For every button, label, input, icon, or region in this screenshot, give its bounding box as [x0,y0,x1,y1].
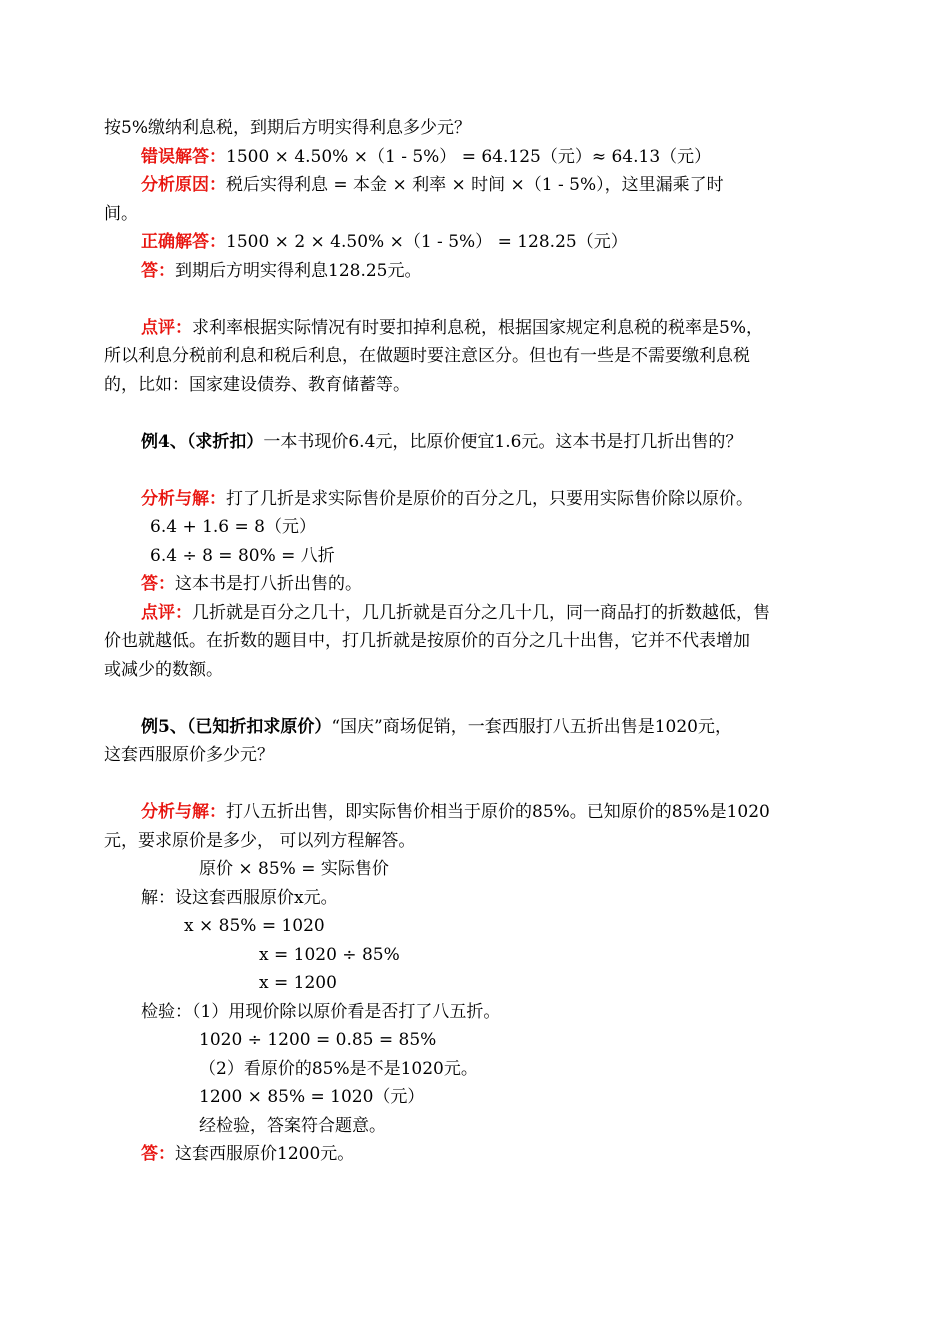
answer-label: 答： [141,1144,175,1164]
equation: 6.4 + 1.6 = 8（元） [150,517,316,537]
example-5-analysis [104,798,824,827]
check-step: 1020 ÷ 1200 = 0.85 = 85% [199,1030,437,1050]
answer-text: 这套西服原价1200元。 [175,1144,355,1164]
question-tail: 按5%缴纳利息税，到期后方明实得利息多少元？ [104,118,471,138]
wrong-answer-text: 1500 × 4.50% ×（1 - 5%） = 64.125（元）≈ 64.13（元） [226,146,712,167]
spacer [104,285,824,314]
example-5-question: “国庆”商场促销，一套西服打八五折出售是1020元， [331,716,732,737]
answer-text: 这本书是打八折出售的。 [175,574,362,594]
correct-answer [104,228,824,257]
analysis-label: 分析与解： [141,802,226,822]
document-page [104,114,824,1169]
comment-line: 的，比如：国家建设债券、教育储蓄等。 [104,374,410,395]
comment-line: 求利率根据实际情况有时要扣掉利息税，根据国家规定利息税的税率是5%， [192,317,763,338]
example-5-heading [104,713,824,742]
analysis-label: 分析与解： [141,488,226,509]
example-4-answer [104,570,824,599]
spacer [104,456,824,485]
example-4-comment [104,599,824,628]
solution-step: x = 1200 [259,973,337,993]
example-4-title: 例4、（求折扣） [141,431,264,452]
example-4-analysis [104,485,824,514]
error-cause [104,171,824,200]
final-answer-label: 答： [141,260,175,281]
check-step: 1200 × 85% = 1020（元） [199,1087,425,1107]
error-cause-label: 分析原因： [141,175,226,195]
example-5-title: 例5、（已知折扣求原价） [141,716,332,737]
wrong-answer-label: 错误解答： [141,146,226,167]
comment-line: 几折就是百分之几十，几几折就是百分之几十几，同一商品打的折数越低，售 [192,602,770,623]
solution-setup: 解：设这套西服原价x元。 [141,887,338,908]
example-4-heading [104,428,824,457]
answer-label: 答： [141,574,175,594]
spacer [104,770,824,799]
comment-label: 点评： [141,317,192,338]
error-cause-text: 税后实得利息 = 本金 × 利率 × 时间 ×（1 - 5%），这里漏乘了时 [226,175,724,195]
final-answer [104,257,824,286]
solution-step: x × 85% = 1020 [184,916,325,936]
final-answer-text: 到期后方明实得利息128.25元。 [175,260,422,281]
error-cause-continued: 间。 [104,203,138,224]
equation: 6.4 ÷ 8 = 80% = 八折 [150,545,335,566]
comment-label: 点评： [141,602,192,623]
formula: 原价 × 85% = 实际售价 [199,859,389,879]
analysis-text: 元，要求原价是多少， 可以列方程解答。 [104,830,416,851]
analysis-text: 打八五折出售，即实际售价相当于原价的85%。已知原价的85%是1020 [226,802,770,822]
comment-line: 价也就越低。在折数的题目中，打几折就是按原价的百分之几十出售，它并不代表增加 [104,631,750,651]
correct-answer-label: 正确解答： [141,232,226,252]
check-heading: 检验：（1）用现价除以原价看是否打了八五折。 [141,1001,501,1022]
example-5-question-continued: 这套西服原价多少元？ [104,745,274,765]
example-5-answer [104,1140,824,1169]
check-conclusion: 经检验，答案符合题意。 [199,1115,386,1136]
comment-line: 或减少的数额。 [104,659,223,680]
spacer [104,684,824,713]
solution-step: x = 1020 ÷ 85% [259,944,400,965]
analysis-text: 打了几折是求实际售价是原价的百分之几，只要用实际售价除以原价。 [226,488,753,509]
comment-paragraph [104,314,824,343]
wrong-answer [104,143,824,172]
check-step: （2）看原价的85%是不是1020元。 [199,1058,478,1079]
example-4-question: 一本书现价6.4元，比原价便宜1.6元。这本书是打几折出售的？ [263,431,743,452]
correct-answer-text: 1500 × 2 × 4.50% ×（1 - 5%） = 128.25（元） [226,232,628,252]
comment-line: 所以利息分税前利息和税后利息，在做题时要注意区分。但也有一些是不需要缴利息税 [104,346,750,366]
spacer [104,399,824,428]
